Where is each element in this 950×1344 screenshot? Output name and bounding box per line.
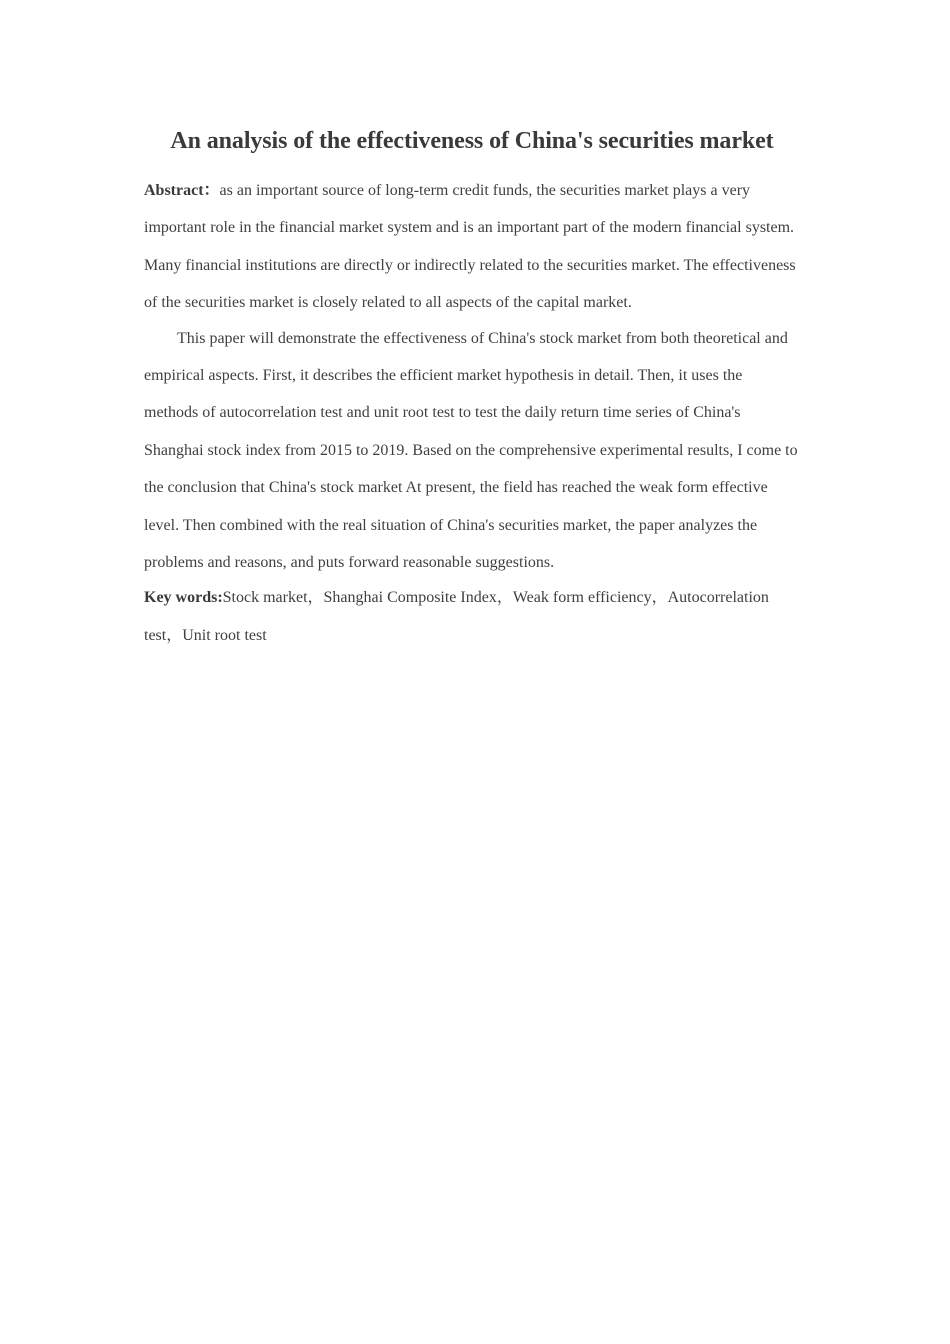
keywords-paragraph	[144, 579, 800, 654]
body-paragraph: This paper will demonstrate the effectiveness of China's stock market from both theoretical and empirical aspects. First, it describes the efficient market hypothesis in detail. Then, it uses the methods of autocorrelation test and unit root test to test the daily return time series of China's Shanghai stock index from 2015 to 2019. Based on the comprehensive experimental results, I come to the conclusion that China's stock market At present, the field has reached the weak form effective level. Then combined with the real situation of China's securities market, the paper analyzes the problems and reasons, and puts forward reasonable suggestions.	[144, 329, 798, 572]
abstract-paragraph	[144, 172, 800, 322]
abstract-label: Abstract：	[144, 182, 220, 199]
document-title: An analysis of the effectiveness of China's securities market	[170, 128, 774, 154]
abstract-text: as an important source of long-term credit funds, the securities market plays a very important role in the financial market system and is an important part of the modern financial system. Many financial institutions are directly or indirectly related to the securities market. The effectiveness of the securities market is closely related to all aspects of the capital market.	[144, 182, 796, 312]
keywords-text: Stock market，Shanghai Composite Index，Weak form efficiency，Autocorrelation test，Unit root test	[144, 589, 769, 644]
document-body	[144, 124, 800, 654]
keywords-label: Key words:	[144, 589, 223, 607]
